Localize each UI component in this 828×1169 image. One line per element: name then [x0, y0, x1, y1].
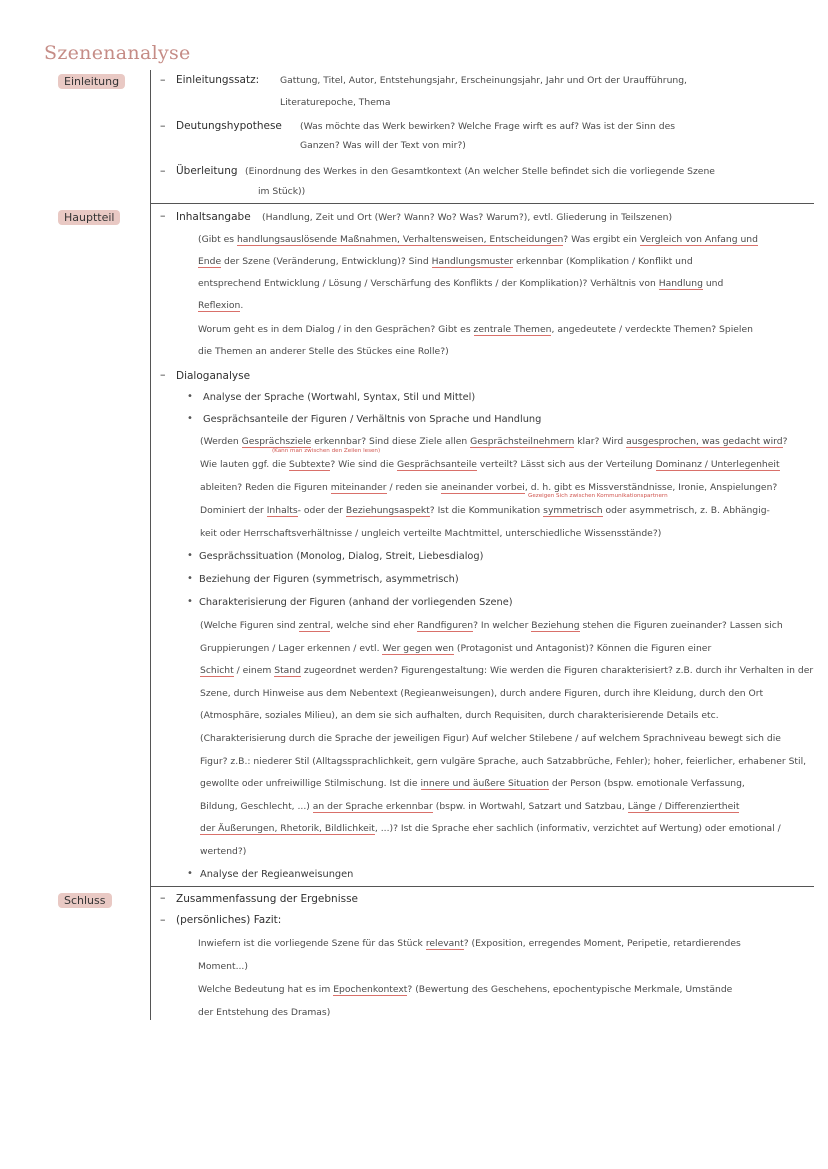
text-line — [200, 801, 739, 813]
text-segment: klar? Wird — [574, 436, 627, 447]
dash: – — [160, 73, 166, 86]
text-segment: der Szene (Veränderung, Entwicklung)? Sind — [221, 256, 432, 267]
text-segment: ? Ist die Kommunikation — [429, 505, 544, 516]
item-text: (Handlung, Zeit und Ort (Wer? Wann? Wo? Was? Warum?), evtl. Gliederung in Teilszenen) — [262, 212, 673, 223]
bullet: • — [187, 550, 193, 561]
text-line — [200, 665, 813, 677]
text-segment: / einem — [233, 665, 275, 677]
dash: – — [160, 209, 166, 222]
text-line — [200, 710, 719, 722]
vertical-divider — [150, 70, 151, 1020]
text-line — [198, 938, 741, 950]
text-line — [198, 346, 449, 358]
highlighted-term: Ende — [198, 256, 222, 267]
bullet: • — [187, 391, 193, 402]
item-text: Ganzen? Was will der Text von mir?) — [300, 140, 466, 151]
annotation-note: (Kann man zwischen den Zeilen lesen) — [272, 448, 381, 454]
text-segment: (Atmosphäre, soziales Milieu), an dem sie sich aufhalten, durch Requisiten, durch charakterisierende Details etc. — [200, 710, 719, 722]
item-head: (persönliches) Fazit: — [176, 914, 282, 926]
text-segment: / reden sie — [386, 482, 441, 493]
text-segment: und — [702, 278, 724, 289]
text-segment: (Gibt es — [198, 234, 237, 245]
text-segment: ? — [782, 436, 788, 447]
highlighted-term: aneinander vorbei — [440, 482, 525, 493]
text-segment: ? Wie sind die — [330, 459, 398, 470]
item-text: im Stück)) — [258, 186, 306, 197]
dash: – — [160, 119, 166, 132]
text-line — [200, 436, 787, 448]
text-segment: oder asymmetrisch, z. B. Abhängig- — [602, 505, 770, 516]
text-segment: (bspw. in Wortwahl, Satzart und Satzbau, — [432, 800, 628, 812]
text-segment: , angedeutete / verdeckte Themen? Spielen — [551, 324, 753, 335]
divider-schluss — [150, 886, 814, 887]
text-line — [198, 256, 693, 268]
item-text: Literaturepoche, Thema — [280, 97, 391, 108]
text-line — [200, 620, 783, 632]
text-segment: , d. h. gibt es Missverständnisse, Ironie, Anspielungen? — [524, 482, 778, 493]
text-segment: Worum geht es in dem Dialog / in den Gesprächen? Gibt es — [198, 324, 474, 335]
text-segment: , welche sind eher — [330, 620, 418, 631]
text-segment: ? (Exposition, erregendes Moment, Peripetie, retardierendes — [463, 938, 741, 949]
text-segment: ableiten? Reden die Figuren — [200, 482, 331, 493]
highlighted-term: an der Sprache erkennbar — [312, 800, 433, 812]
text-line — [200, 823, 781, 835]
bullet-text: Beziehung der Figuren (symmetrisch, asymmetrisch) — [199, 574, 459, 585]
highlighted-term: Schicht — [200, 665, 234, 677]
text-line — [200, 505, 770, 517]
text-segment: (Protagonist und Antagonist)? Können die Figuren einer — [454, 642, 712, 654]
item-head: Zusammenfassung der Ergebnisse — [176, 893, 359, 905]
text-segment: Figur? z.B.: niederer Stil (Alltagssprachlichkeit, gern vulgäre Sprache, auch Satzabbrüche, Fehler); hoher, feierlicher, erhabener Stil, — [200, 755, 807, 767]
highlighted-term: Reflexion — [198, 300, 241, 311]
text-segment: ? Was ergibt ein — [563, 234, 640, 245]
text-line — [198, 278, 723, 290]
text-line — [198, 1007, 330, 1019]
text-line — [200, 733, 781, 745]
bullet: • — [187, 596, 193, 607]
text-segment: Inwiefern ist die vorliegende Szene für das Stück — [198, 938, 426, 949]
annotation-note: Gezeigen Sich zwischen Kommunikationspartnern — [528, 493, 668, 499]
highlighted-term: relevant — [425, 938, 464, 949]
highlighted-term: Beziehung — [531, 620, 580, 631]
section-label-hauptteil: Hauptteil — [58, 210, 120, 225]
text-segment: - oder der — [297, 505, 346, 516]
dash: – — [160, 891, 166, 904]
highlighted-term: innere und äußere Situation — [420, 778, 549, 790]
highlighted-term: Dominanz / Unterlegenheit — [655, 459, 780, 470]
text-segment: die Themen an anderer Stelle des Stückes eine Rolle?) — [198, 346, 449, 357]
text-segment: verteilt? Lässt sich aus der Verteilung — [476, 459, 656, 470]
item-text: Gattung, Titel, Autor, Entstehungsjahr, Erscheinungsjahr, Jahr und Ort der Uraufführung, — [280, 75, 687, 86]
text-segment: Gruppierungen / Lager erkennen / evtl. — [200, 642, 383, 654]
highlighted-term: Handlung — [658, 278, 703, 289]
highlighted-term: handlungsauslösende Maßnahmen, Verhaltensweisen, Entscheidungen — [236, 234, 564, 245]
text-line — [198, 234, 758, 246]
bullet: • — [187, 413, 193, 424]
text-line — [198, 961, 248, 973]
text-line — [200, 688, 763, 700]
highlighted-term: zentral — [298, 620, 331, 631]
highlighted-term: Gesprächsanteile — [397, 459, 477, 470]
highlighted-term: zentrale Themen — [473, 324, 552, 335]
text-segment: zugeordnet werden? Figurengestaltung: Wie werden die Figuren charakterisiert? z.B. durch ihr Verhalten in der — [300, 665, 814, 677]
bullet-text: Gesprächsanteile der Figuren / Verhältnis von Sprache und Handlung — [203, 414, 542, 425]
item-head: Überleitung — [176, 165, 238, 177]
text-segment: stehen die Figuren zueinander? Lassen sich — [579, 620, 783, 631]
highlighted-term: ausgesprochen, was gedacht wird — [626, 436, 783, 447]
text-segment: der Entstehung des Dramas) — [198, 1007, 331, 1018]
highlighted-term: Gesprächsteilnehmern — [470, 436, 575, 447]
text-segment: gewollte oder unfreiwillige Stilmischung. Ist die — [200, 778, 421, 790]
item-head: Deutungshypothese — [176, 120, 282, 132]
bullet-text: Charakterisierung der Figuren (anhand der vorliegenden Szene) — [199, 597, 513, 608]
text-segment: , ...)? Ist die Sprache eher sachlich (informativ, verzichtet auf Wertung) oder emotional / — [374, 823, 781, 835]
item-head: Inhaltsangabe — [176, 211, 251, 223]
page-title: Szenenanalyse — [44, 42, 191, 64]
text-segment: ? (Bewertung des Geschehens, epochentypische Merkmale, Umstände — [407, 984, 733, 995]
bullet-text: Gesprächssituation (Monolog, Dialog, Streit, Liebesdialog) — [199, 551, 484, 562]
text-segment: erkennbar (Komplikation / Konflikt und — [513, 256, 693, 267]
text-segment: keit oder Herrschaftsverhältnisse / ungleich verteilte Machtmittel, unterschiedliche Wissensstände?) — [200, 528, 662, 539]
text-line — [200, 778, 745, 790]
text-segment: Wie lauten ggf. die — [200, 459, 290, 470]
item-head: Dialoganalyse — [176, 370, 251, 382]
text-line — [198, 324, 753, 336]
text-line — [198, 984, 732, 996]
highlighted-term: Stand — [274, 665, 301, 677]
item-text: (Was möchte das Werk bewirken? Welche Frage wirft es auf? Was ist der Sinn des — [300, 121, 676, 132]
text-segment: wertend?) — [200, 846, 247, 857]
text-segment: Dominiert der — [200, 505, 267, 516]
highlighted-term: Randfiguren — [417, 620, 474, 631]
highlighted-term: Gesprächsziele — [241, 436, 312, 447]
text-segment: (Charakterisierung durch die Sprache der jeweiligen Figur) Auf welcher Stilebene / auf welchem Sprachniveau bewegt sich die — [200, 733, 781, 744]
text-segment: entsprechend Entwicklung / Lösung / Verschärfung des Konflikts / der Komplikation)? Verhältnis von — [198, 278, 659, 289]
text-line — [200, 482, 777, 494]
text-line — [200, 459, 780, 471]
highlighted-term: Vergleich von Anfang und — [639, 234, 758, 245]
text-segment: erkennbar? Sind diese Ziele allen — [311, 436, 471, 447]
bullet: • — [187, 573, 193, 584]
divider-hauptteil — [150, 203, 814, 204]
text-line — [200, 643, 711, 655]
section-label-schluss: Schluss — [58, 893, 112, 908]
text-line — [198, 300, 243, 312]
text-segment: Szene, durch Hinweise aus dem Nebentext (Regieanweisungen), durch andere Figuren, durch ihre Kleidung, durch den Ort — [200, 687, 764, 699]
dash: – — [160, 368, 166, 381]
highlighted-term: Länge / Differenziertheit — [627, 800, 740, 812]
text-segment: Moment...) — [198, 961, 248, 972]
text-segment: . — [240, 300, 244, 311]
text-line — [200, 528, 661, 540]
dash: – — [160, 164, 166, 177]
text-segment: (Welche Figuren sind — [200, 620, 299, 631]
highlighted-term: Inhalts — [266, 505, 298, 516]
text-line — [200, 846, 246, 858]
highlighted-term: der Äußerungen, Rhetorik, Bildlichkeit — [200, 823, 375, 835]
highlighted-term: symmetrisch — [543, 505, 603, 516]
highlighted-term: Subtexte — [289, 459, 331, 470]
dash: – — [160, 913, 166, 926]
item-head: Einleitungssatz: — [176, 74, 260, 86]
section-label-einleitung: Einleitung — [58, 74, 125, 89]
item-text: (Einordnung des Werkes in den Gesamtkontext (An welcher Stelle befindet sich die vorliegende Szene — [245, 166, 715, 177]
text-segment: Bildung, Geschlecht, ...) — [200, 800, 313, 812]
highlighted-term: Wer gegen wen — [382, 642, 455, 654]
highlighted-term: miteinander — [330, 482, 387, 493]
bullet: • — [187, 868, 193, 879]
highlighted-term: Beziehungsaspekt — [345, 505, 430, 516]
text-line — [200, 756, 806, 768]
bullet-text: Analyse der Regieanweisungen — [200, 869, 354, 880]
highlighted-term: Epochenkontext — [333, 984, 408, 995]
text-segment: Welche Bedeutung hat es im — [198, 984, 334, 995]
highlighted-term: Handlungsmuster — [431, 256, 514, 267]
text-segment: der Person (bspw. emotionale Verfassung, — [548, 778, 745, 790]
bullet-text: Analyse der Sprache (Wortwahl, Syntax, Stil und Mittel) — [203, 392, 476, 403]
text-segment: (Werden — [200, 436, 242, 447]
text-segment: ? In welcher — [473, 620, 532, 631]
